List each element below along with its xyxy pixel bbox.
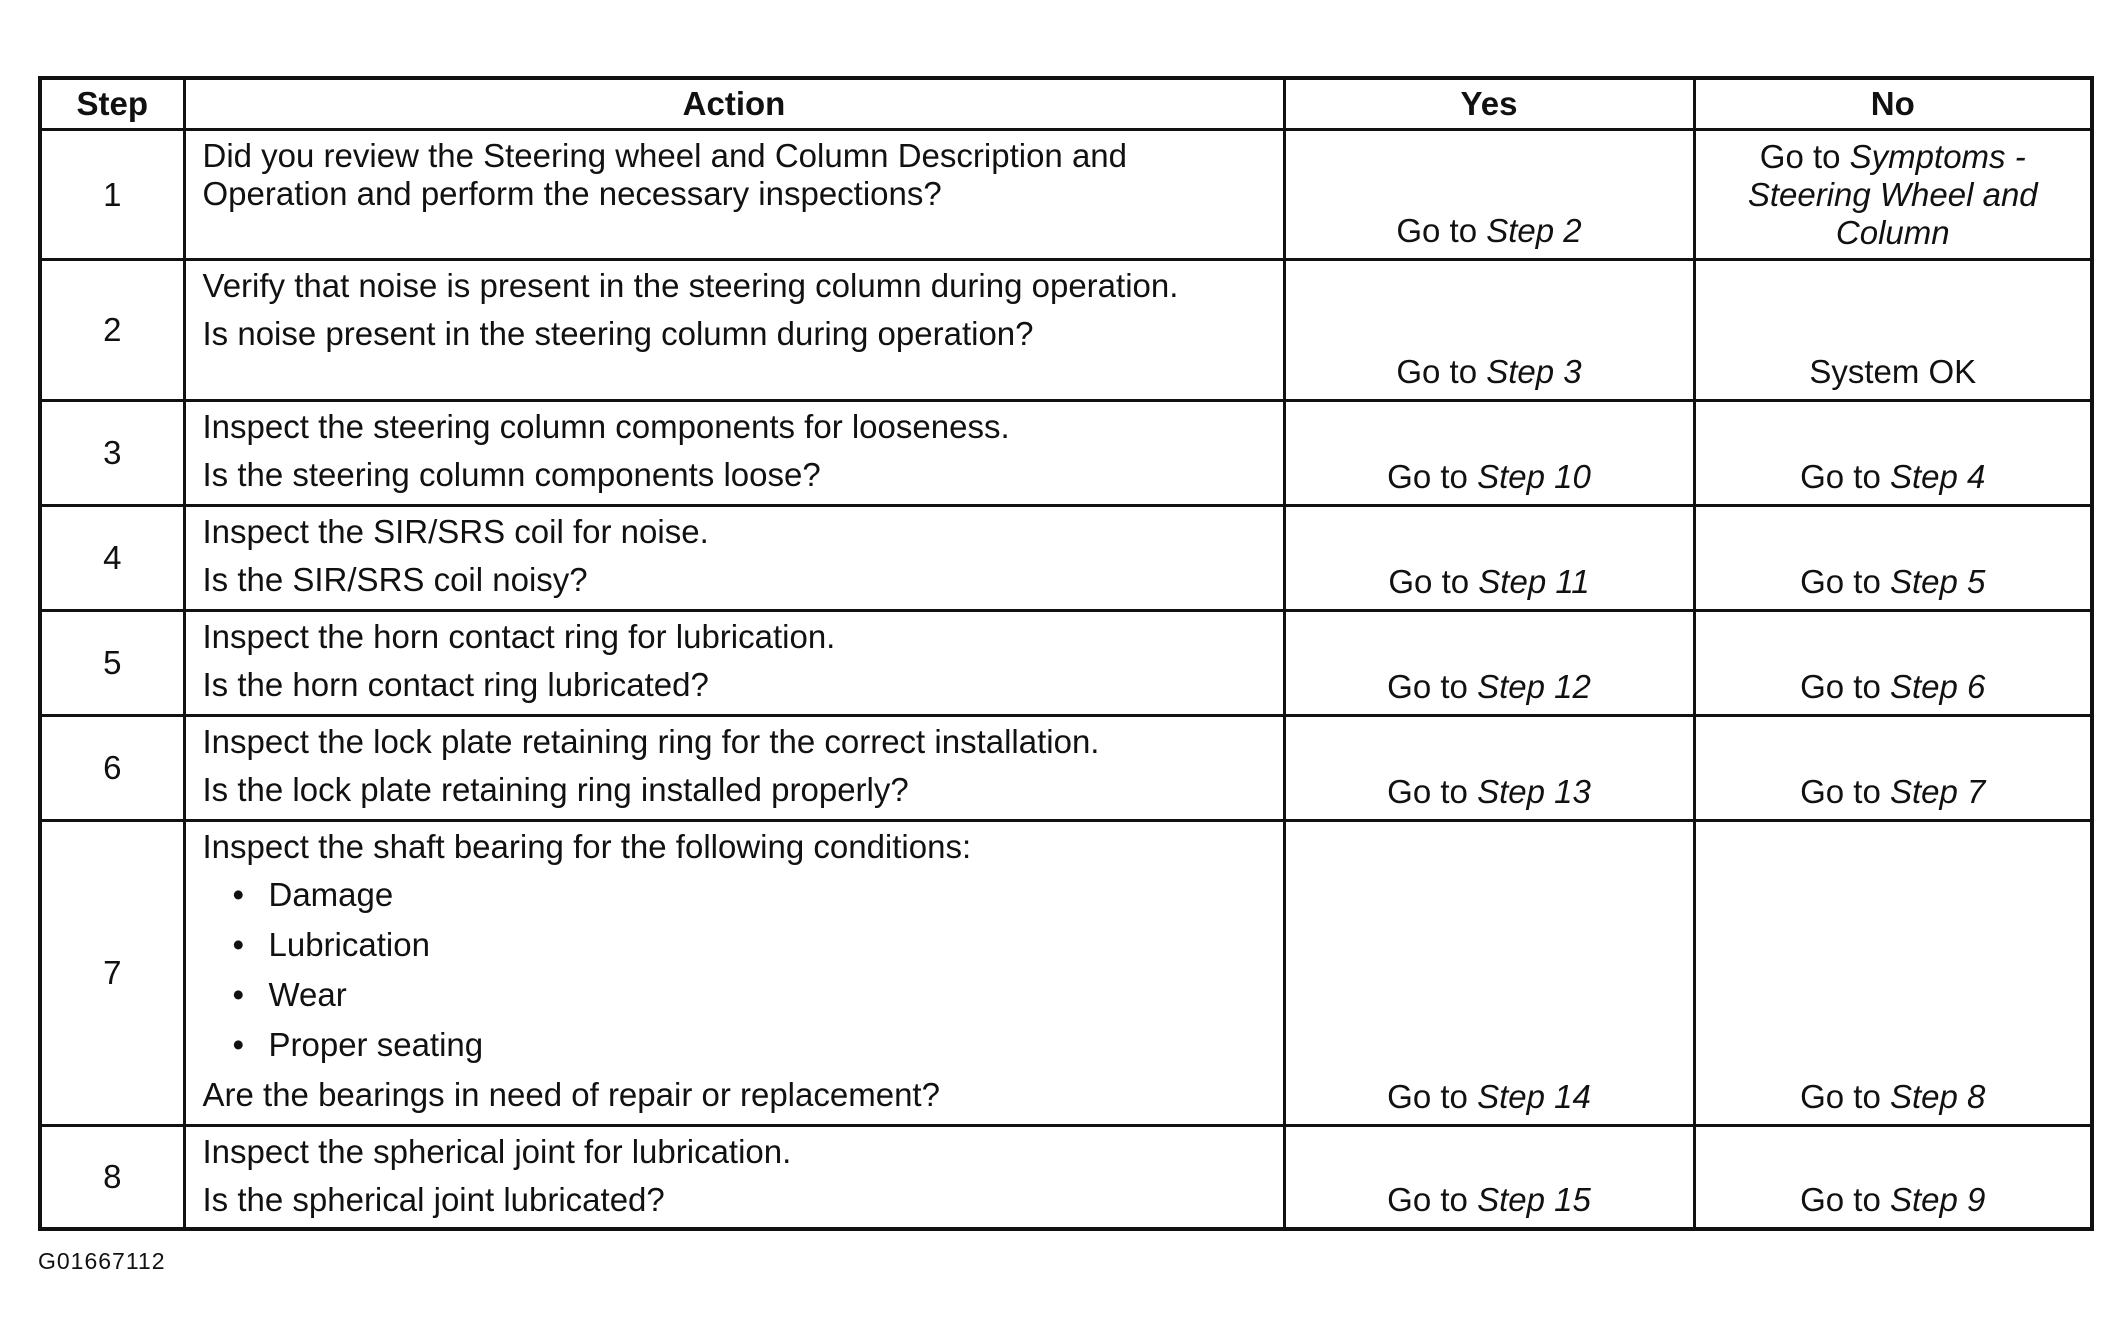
list-item: • Proper seating (232, 1026, 484, 1063)
step-number: 1 (40, 130, 184, 260)
table-row (40, 506, 2092, 611)
no-cell (1694, 506, 2092, 611)
action-cell (184, 821, 1284, 1126)
action-question: Are the bearings in need of repair or replacement? (202, 1076, 940, 1113)
header-action: Action (184, 78, 1284, 130)
action-cell (184, 401, 1284, 506)
list-item: • Wear (232, 976, 347, 1013)
header-row (40, 78, 2092, 130)
no-cell (1694, 1126, 2092, 1229)
step-number: 7 (40, 821, 184, 1126)
figure-id: G01667112 (38, 1248, 166, 1274)
no-cell (1694, 821, 2092, 1126)
action-cell (184, 130, 1284, 260)
no-cell (1694, 611, 2092, 716)
header-step: Step (40, 78, 184, 130)
table-row (40, 401, 2092, 506)
no-prefix: Go to (1800, 1078, 1881, 1115)
yes-prefix: Go to (1387, 668, 1468, 705)
step-number: 6 (40, 716, 184, 821)
no-step-ref: Symptoms - Steering Wheel and Column (1747, 137, 2038, 251)
table-row (40, 821, 2092, 1126)
no-step-ref: Step 8 (1889, 1078, 1986, 1115)
header-yes: Yes (1284, 78, 1694, 130)
table-row (40, 130, 2092, 260)
no-cell (1694, 716, 2092, 821)
step-number: 2 (40, 260, 184, 401)
yes-prefix: Go to (1387, 1078, 1468, 1115)
yes-step-ref: Step 12 (1477, 668, 1591, 705)
step-number: 5 (40, 611, 184, 716)
no-prefix: Go to (1800, 1180, 1881, 1218)
yes-cell (1284, 821, 1694, 1126)
action-question: Is the horn contact ring lubricated? (202, 666, 709, 703)
action-text: Verify that noise is present in the steering column during operation. (202, 267, 1179, 304)
action-question: Is noise present in the steering column during operation? (202, 315, 1034, 352)
no-prefix: Go to (1800, 563, 1881, 600)
step-number: 3 (40, 401, 184, 506)
action-question: Is the spherical joint lubricated? (202, 1181, 665, 1218)
no-prefix: Go to (1759, 137, 1841, 175)
yes-cell (1284, 130, 1694, 260)
yes-prefix: Go to (1396, 353, 1478, 390)
yes-prefix: Go to (1388, 563, 1470, 600)
table-row (40, 611, 2092, 716)
list-item: • Lubrication (232, 926, 430, 963)
action-cell (184, 260, 1284, 401)
condition-list (203, 876, 1273, 1064)
yes-cell (1284, 506, 1694, 611)
no-prefix: Go to (1800, 773, 1881, 810)
yes-cell (1284, 611, 1694, 716)
no-step-ref: Step 9 (1889, 1180, 1986, 1218)
action-question: Is the steering column components loose? (202, 456, 821, 493)
diagnostic-table (38, 76, 2094, 1231)
action-cell (184, 611, 1284, 716)
no-cell (1694, 260, 2092, 401)
no-prefix: Go to (1800, 668, 1881, 705)
step-number: 4 (40, 506, 184, 611)
yes-cell (1284, 260, 1694, 401)
no-prefix: System OK (1809, 353, 1977, 390)
action-question: Is the SIR/SRS coil noisy? (202, 561, 588, 598)
yes-prefix: Go to (1387, 458, 1468, 495)
yes-step-ref: Step 15 (1477, 1180, 1591, 1218)
yes-prefix: Go to (1387, 773, 1468, 810)
step-number: 8 (40, 1126, 184, 1229)
table-row (40, 1126, 2092, 1229)
action-cell (184, 1126, 1284, 1229)
action-text: Inspect the horn contact ring for lubrication. (202, 618, 836, 655)
action-text: Inspect the SIR/SRS coil for noise. (202, 513, 709, 550)
action-question: Is the lock plate retaining ring installed properly? (202, 771, 909, 808)
action-cell (184, 716, 1284, 821)
no-cell (1694, 401, 2092, 506)
table-row (40, 716, 2092, 821)
no-step-ref: Step 4 (1889, 458, 1986, 495)
action-text: Inspect the spherical joint for lubrication. (202, 1133, 792, 1170)
yes-prefix: Go to (1387, 1180, 1468, 1218)
no-step-ref: Step 7 (1889, 773, 1986, 810)
yes-step-ref: Step 11 (1478, 563, 1590, 600)
yes-step-ref: Step 3 (1486, 353, 1582, 390)
action-cell (184, 506, 1284, 611)
action-text: Inspect the steering column components for looseness. (202, 408, 1010, 445)
header-no: No (1694, 78, 2092, 130)
yes-step-ref: Step 2 (1486, 212, 1582, 249)
yes-cell (1284, 716, 1694, 821)
list-item: • Damage (232, 876, 394, 913)
yes-step-ref: Step 10 (1477, 458, 1591, 495)
table-row (40, 260, 2092, 401)
action-text: Inspect the lock plate retaining ring for the correct installation. (202, 723, 1100, 760)
yes-cell (1284, 401, 1694, 506)
yes-step-ref: Step 13 (1477, 773, 1591, 810)
yes-step-ref: Step 14 (1477, 1078, 1591, 1115)
action-text: Did you review the Steering wheel and Column Description and Operation and perform the necessary inspections? (202, 137, 1127, 212)
no-step-ref: Step 6 (1889, 668, 1986, 705)
no-cell (1694, 130, 2092, 260)
yes-prefix: Go to (1396, 212, 1478, 249)
no-step-ref: Step 5 (1889, 563, 1986, 600)
yes-cell (1284, 1126, 1694, 1229)
action-text: Inspect the shaft bearing for the following conditions: (202, 828, 972, 865)
no-prefix: Go to (1800, 458, 1881, 495)
